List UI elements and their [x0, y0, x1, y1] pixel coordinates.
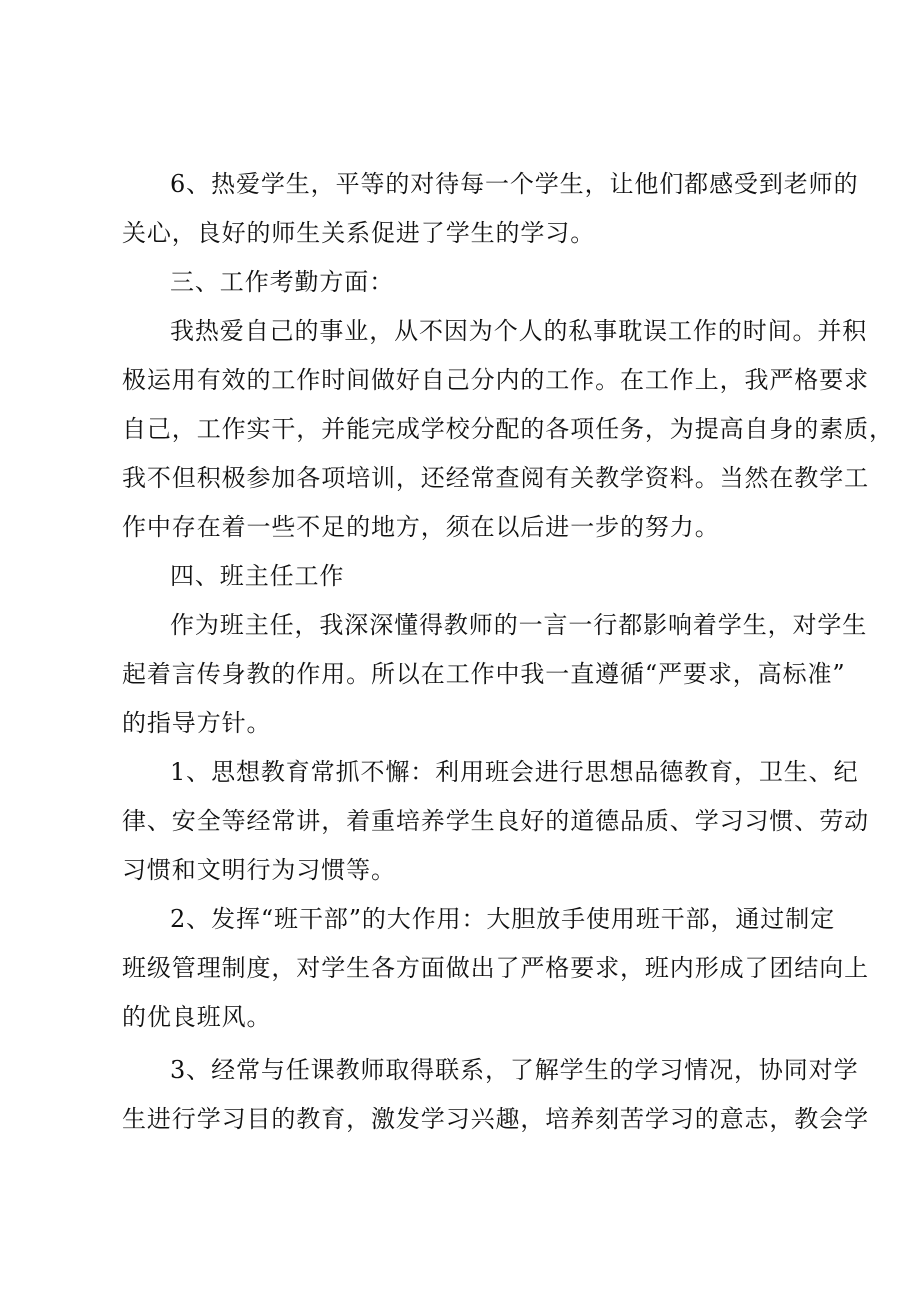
class-teacher-body-line-1: 作为班主任，我深深懂得教师的一言一行都影响着学生，对学生: [170, 611, 868, 639]
item-2-line-2: 班级管理制度，对学生各方面做出了严格要求，班内形成了团结向上: [122, 954, 869, 982]
item-2-line-3: 的优良班风。: [122, 1003, 272, 1031]
attendance-body-line-2: 极运用有效的工作时间做好自己分内的工作。在工作上，我严格要求: [122, 366, 869, 394]
attendance-body-line-4: 我不但积极参加各项培训，还经常查阅有关教学资料。当然在教学工: [122, 464, 869, 492]
class-teacher-body-line-2: 起着言传身教的作用。所以在工作中我一直遵循“严要求，高标准”: [122, 660, 846, 688]
class-teacher-body-line-3: 的指导方针。: [122, 709, 272, 737]
item-2-line-1: 2、发挥“班干部”的大作用：大胆放手使用班干部，通过制定: [170, 905, 836, 933]
heading-attendance: 三、工作考勤方面：: [170, 268, 395, 296]
item-3-line-1: 3、经常与任课教师取得联系，了解学生的学习情况，协同对学: [170, 1056, 859, 1084]
item-6-line-2: 关心，良好的师生关系促进了学生的学习。: [122, 219, 596, 247]
attendance-body-line-5: 作中存在着一些不足的地方，须在以后进一步的努力。: [122, 513, 720, 541]
item-1-line-3: 习惯和文明行为习惯等。: [122, 856, 396, 884]
heading-class-teacher: 四、班主任工作: [170, 562, 345, 590]
item-3-line-2: 生进行学习目的教育，激发学习兴趣，培养刻苦学习的意志，教会学: [122, 1105, 869, 1133]
attendance-body-line-1: 我热爱自己的事业，从不因为个人的私事耽误工作的时间。并积: [170, 317, 868, 345]
attendance-body-line-3: 自己，工作实干，并能完成学校分配的各项任务，为提高自身的素质，: [122, 415, 894, 443]
item-1-line-1: 1、思想教育常抓不懈：利用班会进行思想品德教育，卫生、纪: [170, 758, 859, 786]
item-1-line-2: 律、安全等经常讲，着重培养学生良好的道德品质、学习习惯、劳动: [122, 807, 869, 835]
item-6-line-1: 6、热爱学生，平等的对待每一个学生，让他们都感受到老师的: [170, 170, 859, 198]
